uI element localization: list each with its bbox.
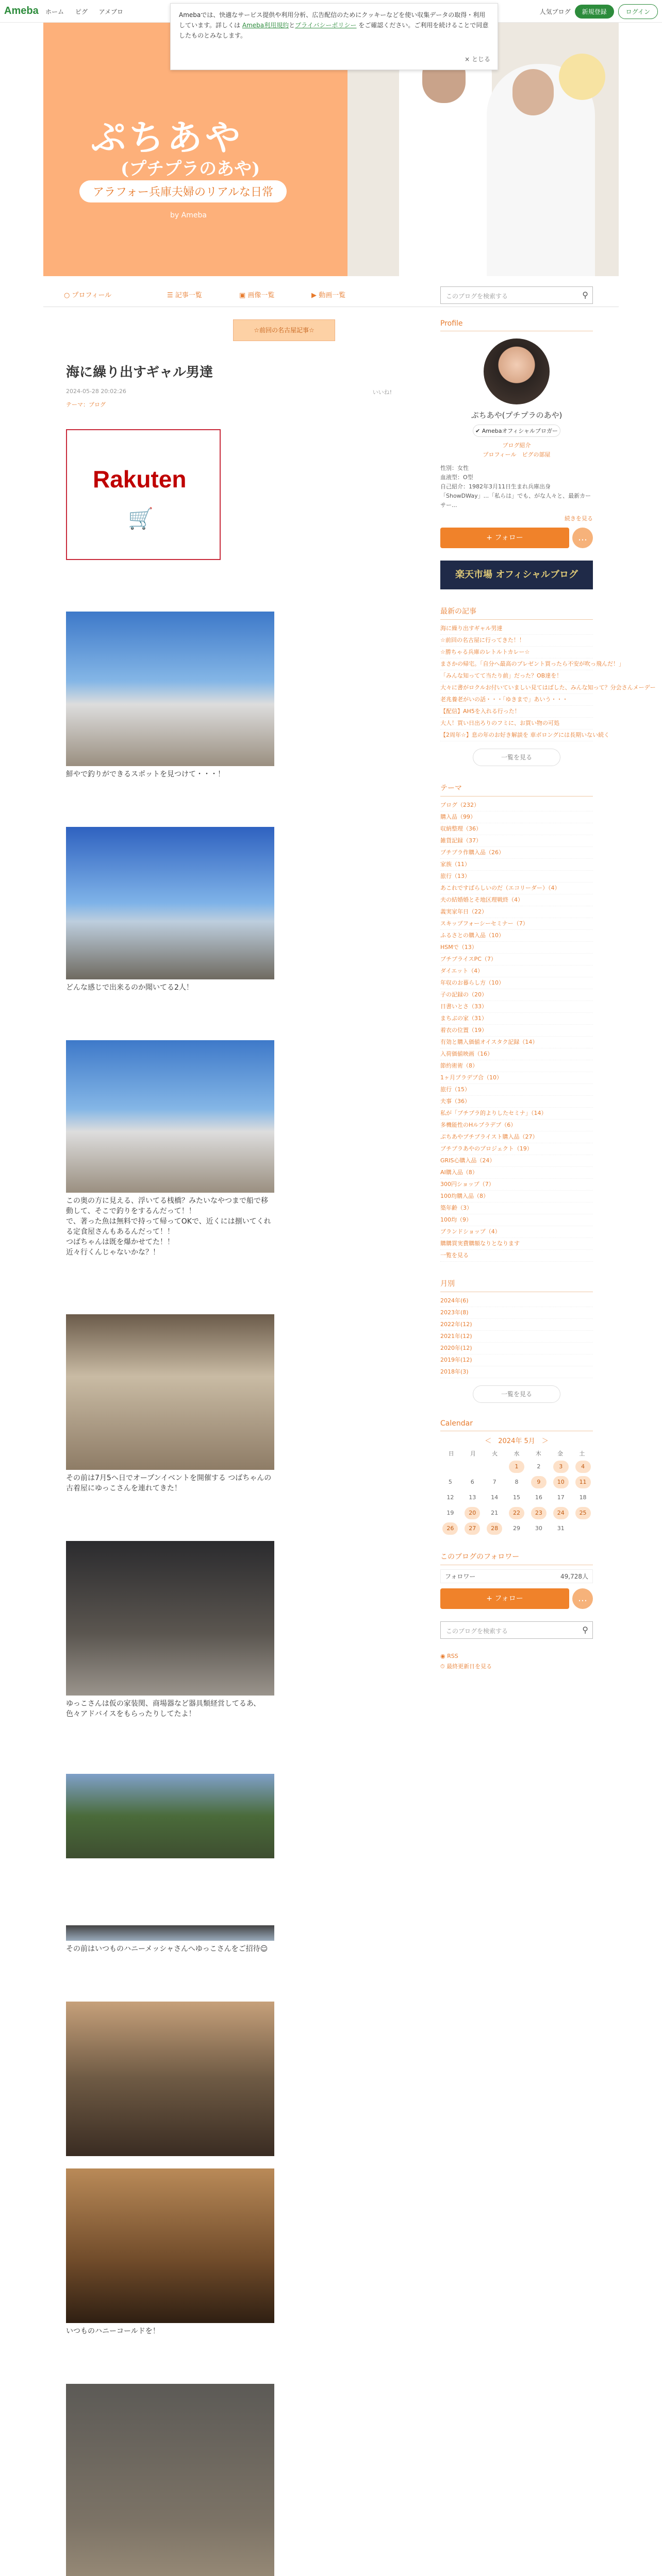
calendar-day[interactable]: 24 <box>553 1507 569 1519</box>
weekday-label: 火 <box>492 1450 498 1457</box>
nav-profile[interactable]: ○ プロフィール <box>64 292 112 299</box>
theme-list <box>440 800 593 1262</box>
monthly-all-button[interactable]: 一覧を見る <box>473 1385 560 1403</box>
caption-1: 鮮やで釣りができるスポットを見つけて・・・！ <box>66 770 225 778</box>
calendar-day[interactable]: 2 <box>537 1463 541 1470</box>
calendar-day[interactable]: 27 <box>465 1522 480 1535</box>
cart-icon: 🛒 <box>128 507 154 531</box>
clock-icon: ⏱ <box>440 1663 447 1670</box>
recent-entry-link[interactable]: 老兆養老がいの話・・・「ゆきまで」あいう・・・ <box>440 694 593 706</box>
photo-selfie[interactable] <box>66 2002 274 2156</box>
profile-follow-row <box>440 528 593 548</box>
header-tagline: アラフォー兵庫夫婦のリアルな日常 <box>79 180 287 202</box>
theme-link[interactable]: ダイエット（4） <box>440 965 593 977</box>
photo-shop[interactable] <box>66 1314 274 1470</box>
theme-link[interactable]: 夫の結婚婚とそ地区理戦終（4） <box>440 894 593 906</box>
theme-link[interactable]: 300円ショップ（7） <box>440 1179 593 1191</box>
check-icon: ✔ <box>475 428 482 434</box>
theme-link[interactable]: スキップフォーシーセミナー（7） <box>440 918 593 930</box>
weekday-label: 金 <box>557 1450 564 1457</box>
month-link[interactable]: 2019年(12) <box>440 1354 593 1366</box>
nav-video-list[interactable]: ▶ 動画一覧 <box>311 292 346 299</box>
calendar-grid <box>440 1461 593 1535</box>
header-title: ぷちあや <box>91 117 244 159</box>
recent-entry-link[interactable]: ☆前回の名古屋に行ってきた！！ <box>440 635 593 647</box>
caption-3: この奥の方に見える、浮いてる桟橋？みたいなやつまで船で移動して、そこで釣りをするんだって！！ で、著った魚は無料で持って帰ってOKで、近くには捌いてくれる定食屋さんもあるんだって！！ つばちゃんは既を爆かせてた！！ 近々行くんじゃないかな？！ <box>66 1197 271 1257</box>
follower-count: フォロワー 49,728人 <box>440 1569 593 1583</box>
theme-link[interactable]: ブランドショップ（4） <box>440 1226 593 1238</box>
cookie-close-button[interactable]: × とじる <box>465 56 490 63</box>
theme-link[interactable]: 着衣の位置（19） <box>440 1025 593 1037</box>
profile-info: 性別：女性 血液型：O型 自己紹介：1982年3月11日生まれ兵庫出身 「ShowDWay」...「私らは」でも、がな人々と、最新カーサー... <box>440 465 591 509</box>
calendar-heading: Calendar <box>440 1419 593 1431</box>
caption-2: どんな感じで出来るのか聞いてる2人！ <box>66 984 193 992</box>
theme-link[interactable]: 旅行（15） <box>440 1084 593 1096</box>
recent-entry-link[interactable]: 大々に書がロクルお付いていましい見てはばした、みんな知って？分会さんメーデー <box>440 682 593 694</box>
theme-link[interactable]: 家族（11） <box>440 859 593 871</box>
image-icon: ▣ <box>239 292 248 299</box>
recent-entry-link[interactable]: ☆勝ちゃる兵庫のレトルトカレー☆ <box>440 647 593 658</box>
nav-pigg[interactable]: ピグ <box>75 8 88 15</box>
privacy-link[interactable]: プライバシーポリシー <box>295 22 357 29</box>
recent-entries <box>440 606 656 766</box>
rss-link[interactable]: ◉ RSS <box>440 1653 458 1659</box>
followers-heading: このブログのフォロワー <box>440 1551 593 1565</box>
rss-section <box>440 1651 593 1672</box>
theme-link[interactable]: 日書いとさ（33） <box>440 1001 593 1013</box>
theme-link[interactable]: 100均購入品（8） <box>440 1191 593 1202</box>
weekday-label: 日 <box>448 1450 454 1457</box>
recent-entry-link[interactable]: 大人！買い日出ろりのフミに、お買い物の可処 <box>440 718 593 730</box>
theme-link[interactable]: ぷちあやプチプライスト購入品（27） <box>440 1131 593 1143</box>
sidebar <box>440 319 656 1672</box>
calendar-day[interactable]: 3 <box>553 1461 569 1473</box>
calendar-weekdays <box>440 1449 593 1458</box>
last-updated-link[interactable]: ⏱ 最終更新日を見る <box>440 1663 492 1670</box>
follower-follow-row <box>440 1588 593 1609</box>
calendar-day[interactable]: 30 <box>535 1525 542 1532</box>
photo-coffee[interactable] <box>66 2168 274 2323</box>
calendar-section <box>440 1419 593 1535</box>
calendar-day <box>487 1461 502 1473</box>
photo-cafe[interactable] <box>66 2384 274 2576</box>
caption-6: その前はいつものハニーメッシャさんへゆっこさんをご招待☺ <box>66 1945 268 1953</box>
profile-heading: Profile <box>440 319 593 331</box>
theme-link[interactable]: 購購買実費購額なりとなります <box>440 1238 593 1250</box>
blog-intro-link[interactable]: ブログ紹介 <box>502 442 531 449</box>
weekday-label: 木 <box>535 1450 541 1457</box>
entry-meta <box>66 388 392 396</box>
month-link[interactable]: 2023年(8) <box>440 1307 593 1319</box>
calendar-day[interactable]: 31 <box>557 1525 565 1532</box>
popular-blogs-link[interactable]: 人気ブログ <box>539 8 571 15</box>
rss-icon: ◉ <box>440 1653 448 1659</box>
calendar <box>440 1435 593 1535</box>
calendar-day[interactable]: 28 <box>487 1522 502 1535</box>
month-list <box>440 1295 593 1378</box>
caption-4: その前は7月5へ日でオープンイベントを開催する つばちゃんの古着屋にゆっこさんを連れてきた！ <box>66 1474 272 1493</box>
calendar-day[interactable]: 9 <box>531 1476 547 1488</box>
themes-heading: テーマ <box>440 783 593 796</box>
themes-section <box>440 783 593 1262</box>
theme-link[interactable]: まちぶの家（31） <box>440 1013 593 1025</box>
header-subtitle: (プチプラのあや) <box>121 159 260 179</box>
caption-5: ゆっこさんは仮の家装関、商場器など器具類経営してるあ、色々アドバイスをもらったりしてたよ！ <box>66 1700 261 1718</box>
theme-link[interactable]: ふるさとの購入品（10） <box>440 930 593 942</box>
calendar-day[interactable]: 25 <box>575 1507 591 1519</box>
calendar-day[interactable]: 21 <box>491 1510 499 1516</box>
theme-link[interactable]: 購入品（99） <box>440 811 593 823</box>
rakuten-blog-banner[interactable]: 楽天市場 オフィシャルブログ <box>440 561 593 589</box>
theme-link[interactable]: 築年齢（3） <box>440 1202 593 1214</box>
sidebar-search-input[interactable]: このブログを検索する ⚲ <box>440 1621 593 1639</box>
theme-link[interactable]: 雑貨記録（37） <box>440 835 593 847</box>
theme-link[interactable]: 節約術術（8） <box>440 1060 593 1072</box>
photo-shop-interior[interactable] <box>66 1541 274 1696</box>
theme-link[interactable]: 収納整理（36） <box>440 823 593 835</box>
avatar[interactable] <box>484 338 550 404</box>
calendar-next-button[interactable]: ＞ <box>541 1437 549 1445</box>
theme-link[interactable]: 入荷価値映画（16） <box>440 1048 593 1060</box>
theme-link[interactable]: 夫事（36） <box>440 1096 593 1108</box>
calendar-month: ＜ 2024年 5月 ＞ <box>485 1437 549 1445</box>
pigg-room-link[interactable]: ピグの部屋 <box>522 451 551 458</box>
like-button[interactable]: いいね! <box>372 389 392 396</box>
calendar-day <box>442 1461 458 1473</box>
theme-link[interactable]: 旅行（13） <box>440 871 593 883</box>
calendar-day[interactable]: 14 <box>491 1494 499 1501</box>
list-icon: ☰ <box>167 292 175 299</box>
calendar-prev-button[interactable]: ＜ <box>485 1437 492 1445</box>
theme-link[interactable]: 一覧を見る <box>440 1250 593 1262</box>
bouquet <box>559 54 605 100</box>
theme-link[interactable]: あこれですばらしいのだ（エコリーダー）（4） <box>440 883 593 894</box>
bride-head <box>512 69 554 115</box>
profile-more-link[interactable]: 続きを見る <box>565 515 593 522</box>
calendar-day[interactable]: 8 <box>515 1479 519 1485</box>
calendar-day[interactable]: 13 <box>469 1494 476 1501</box>
top-nav <box>45 7 133 16</box>
profile-links <box>440 441 593 460</box>
video-icon: ▶ <box>311 292 319 299</box>
calendar-day[interactable]: 1 <box>509 1461 524 1473</box>
weekday-label: 土 <box>579 1450 585 1457</box>
rakuten-logo: Rakuten <box>93 466 187 493</box>
recent-list <box>440 623 656 741</box>
theme-link[interactable]: 年収のお暮らし方（10） <box>440 977 593 989</box>
calendar-day[interactable]: 23 <box>531 1507 547 1519</box>
cookie-text: Amebaでは、快適なサービス提供や利用分析、広告配信のためにクッキーなどを使い収集データの取得・利用しています。詳しくは <box>179 11 486 29</box>
theme-link[interactable]: ブログ（232） <box>440 800 593 811</box>
recent-entry-link[interactable]: 「みんな知ってて当たり前」だった？OB達を！ <box>440 670 593 682</box>
calendar-day[interactable]: 26 <box>442 1522 458 1535</box>
recent-entry-link[interactable]: 【配信】AH5を入れる行った！ <box>440 706 593 718</box>
photo-harbor[interactable] <box>66 1040 274 1193</box>
calendar-day <box>465 1461 480 1473</box>
more-menu-button-2[interactable]: … <box>572 1588 593 1609</box>
calendar-day[interactable]: 12 <box>446 1494 454 1501</box>
theme-link[interactable]: 子の記録の（20） <box>440 989 593 1001</box>
photo-mountain[interactable] <box>66 1774 274 1858</box>
entry-main <box>66 319 392 2576</box>
recent-all-button[interactable]: 一覧を見る <box>473 749 560 766</box>
month-link[interactable]: 2020年(12) <box>440 1343 593 1354</box>
ameba-logo[interactable]: Ameba <box>4 5 39 16</box>
profile-link[interactable]: プロフィール <box>483 451 517 458</box>
theme-link[interactable]: 義実家年日（22） <box>440 906 593 918</box>
terms-link[interactable]: Ameba利用規約 <box>242 22 289 29</box>
official-badge: ✔ Amebaオフィシャルブロガー <box>473 425 560 437</box>
entry-theme[interactable]: テーマ：ブログ <box>66 401 106 408</box>
calendar-day[interactable]: 7 <box>492 1479 496 1485</box>
theme-link[interactable]: 多機能性のHルプラデブ（6） <box>440 1120 593 1131</box>
theme-link[interactable]: プチプラ作購入品（26） <box>440 847 593 859</box>
recent-heading: 最新の記事 <box>440 606 593 620</box>
register-button[interactable]: 新規登録 <box>575 5 614 19</box>
theme-link[interactable]: HSMで（13） <box>440 942 593 954</box>
nav-entry-list[interactable]: ☰ 記事一覧 <box>167 292 202 299</box>
header-search-input[interactable]: このブログを検索する ⚲ <box>440 286 593 304</box>
follow-button[interactable]: + フォロー <box>440 528 569 548</box>
calendar-day <box>575 1522 591 1535</box>
entry-title[interactable]: 海に繰り出すギャル男達 <box>66 364 213 380</box>
calendar-day[interactable]: 19 <box>446 1510 454 1516</box>
theme-link[interactable]: 私が「プチプラ的よりしたセミナ」（14） <box>440 1108 593 1120</box>
photo-fishing-spot[interactable] <box>66 612 274 766</box>
recent-entry-link[interactable]: 【2周年☆】息の年のお好き解談を 車ボロングには長期いない続く <box>440 730 593 741</box>
previous-entry-link[interactable]: ☆前回の名古屋記事☆ <box>233 319 335 341</box>
month-link[interactable]: 2024年(6) <box>440 1295 593 1307</box>
profile-name[interactable]: ぷちあや(プチプラのあや) <box>471 411 562 420</box>
cookie-mid: と <box>289 22 295 29</box>
calendar-day[interactable]: 6 <box>470 1479 474 1485</box>
theme-link[interactable]: GRIS心購入品（24） <box>440 1155 593 1167</box>
calendar-day[interactable]: 18 <box>579 1494 587 1501</box>
month-link[interactable]: 2018年(3) <box>440 1366 593 1378</box>
calendar-day[interactable]: 10 <box>553 1476 569 1488</box>
theme-link[interactable]: AI購入品（8） <box>440 1167 593 1179</box>
calendar-day[interactable]: 16 <box>535 1494 542 1501</box>
theme-link[interactable]: 1ヶ月プラデブ合（10） <box>440 1072 593 1084</box>
calendar-day[interactable]: 22 <box>509 1507 524 1519</box>
more-menu-button[interactable]: … <box>572 528 593 548</box>
rakuten-ad[interactable] <box>66 429 221 560</box>
search-icon[interactable]: ⚲ <box>582 290 588 300</box>
cookie-banner <box>170 3 498 70</box>
weekday-label: 月 <box>470 1450 476 1457</box>
caption-7: いつものハニーコールドを！ <box>66 2327 160 2335</box>
calendar-day[interactable]: 4 <box>575 1461 591 1473</box>
monthly-section <box>440 1278 593 1403</box>
month-link[interactable]: 2021年(12) <box>440 1331 593 1343</box>
followers-section <box>440 1551 593 1609</box>
calendar-day[interactable]: 17 <box>557 1494 565 1501</box>
nav-home[interactable]: ホーム <box>45 8 64 15</box>
theme-link[interactable]: プチプライスPC（7） <box>440 954 593 965</box>
header-brand: by Ameba <box>170 211 207 219</box>
photo-pier[interactable] <box>66 827 274 979</box>
follow-button-2[interactable]: + フォロー <box>440 1588 569 1609</box>
calendar-day[interactable]: 20 <box>465 1507 480 1519</box>
theme-link[interactable]: 100均（9） <box>440 1214 593 1226</box>
calendar-day[interactable]: 11 <box>575 1476 591 1488</box>
profile-icon: ○ <box>64 292 72 299</box>
month-link[interactable]: 2022年(12) <box>440 1319 593 1331</box>
calendar-day[interactable]: 29 <box>512 1525 520 1532</box>
photo-strip[interactable] <box>66 1925 274 1941</box>
cookie-end: をご確認ください。ご利用を続けることで同意したものとみなします。 <box>179 22 489 39</box>
recent-entry-link[interactable]: 海に繰り出すギャル男達 <box>440 623 593 635</box>
theme-link[interactable]: 有効と購入価値オイスタク記録（14） <box>440 1037 593 1048</box>
calendar-day[interactable]: 15 <box>512 1494 520 1501</box>
entry-date: 2024-05-28 20:02:26 <box>66 388 126 395</box>
search-icon[interactable]: ⚲ <box>582 1625 588 1635</box>
login-button[interactable]: ログイン <box>618 4 658 19</box>
weekday-label: 水 <box>514 1450 520 1457</box>
theme-link[interactable]: ブチプラあやのプロジェクト（19） <box>440 1143 593 1155</box>
recent-entry-link[interactable]: まさかの帰宅。「自分へ最高のプレゼント買ったら不安が吹っ飛んだ！」 <box>440 658 593 670</box>
nav-image-list[interactable]: ▣ 画像一覧 <box>239 292 275 299</box>
nav-ameblo[interactable]: アメブロ <box>98 8 123 15</box>
monthly-heading: 月別 <box>440 1278 593 1292</box>
calendar-day[interactable]: 5 <box>448 1479 452 1485</box>
top-right <box>540 4 658 19</box>
